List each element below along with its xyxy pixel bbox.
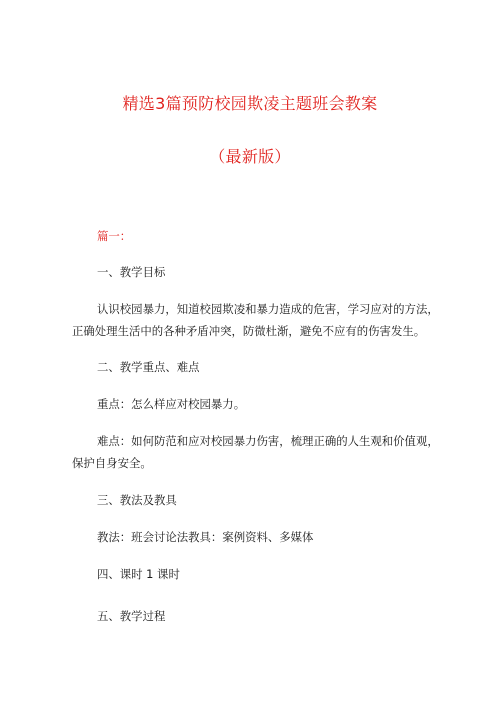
heading-methods: 三、教法及教具 (97, 493, 177, 507)
heading-teaching-process: 五、教学过程 (97, 609, 166, 623)
document-title: 精选3篇预防校园欺凌主题班会教案 (122, 94, 378, 113)
heading-class-hours: 四、课时 1 课时 (97, 567, 180, 581)
heading-teaching-goals: 一、教学目标 (97, 265, 166, 279)
paragraph-methods: 教法：班会讨论法教具：案例资料、多媒体 (97, 530, 314, 544)
paragraph-goals-line-2: 正确处理生活中的各种矛盾冲突，防微杜渐，避免不应有的伤害发生。 (72, 324, 426, 338)
paragraph-focus: 重点：怎么样应对校园暴力。 (97, 397, 246, 411)
section-label: 篇一： (97, 229, 132, 243)
paragraph-difficulty-line-2: 保护自身安全。 (72, 456, 152, 470)
heading-key-points: 二、教学重点、难点 (97, 360, 200, 374)
paragraph-difficulty-line-1: 难点：如何防范和应对校园暴力伤害，梳理正确的人生观和价值观， (97, 434, 439, 448)
document-subtitle: （最新版） (209, 147, 291, 166)
paragraph-goals-line-1: 认识校园暴力，知道校园欺凌和暴力造成的危害，学习应对的方法， (97, 302, 439, 316)
